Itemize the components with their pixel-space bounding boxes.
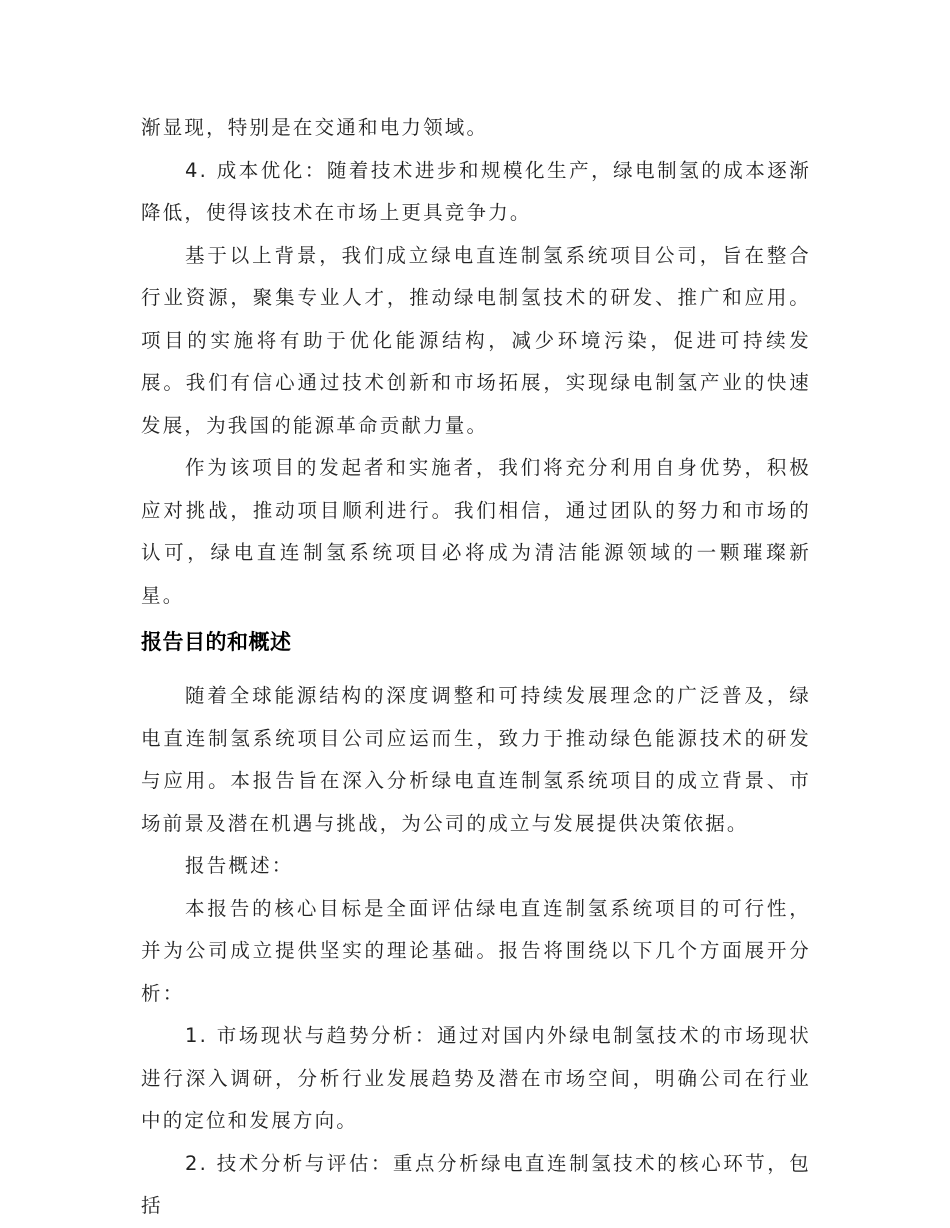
- paragraph-item-2-technical-analysis: 2. 技术分析与评估：重点分析绿电直连制氢技术的核心环节，包括: [141, 1151, 811, 1217]
- document-page: [141, 107, 811, 1228]
- paragraph-background-summary: 基于以上背景，我们成立绿电直连制氢系统项目公司，旨在整合行业资源，聚集专业人才，推动绿电制氢技术的研发、推广和应用。项目的实施将有助于优化能源结构，减少环境污染，促进可持续发展。我们有信心通过技术创新和市场拓展，实现绿电制氢产业的快速发展，为我国的能源革命贡献力量。: [141, 243, 811, 437]
- section-heading: 报告目的和概述: [141, 630, 292, 654]
- paragraph-purpose: 随着全球能源结构的深度调整和可持续发展理念的广泛普及，绿电直连制氢系统项目公司应运而生，致力于推动绿色能源技术的研发与应用。本报告旨在深入分析绿电直连制氢系统项目的成立背景、市场前景及潜在机遇与挑战，为公司的成立与发展提供决策依据。: [141, 684, 811, 835]
- paragraph-item-1-market-analysis: 1. 市场现状与趋势分析：通过对国内外绿电制氢技术的市场现状进行深入调研，分析行业发展趋势及潜在市场空间，明确公司在行业中的定位和发展方向。: [141, 1024, 811, 1132]
- paragraph-continuation: 渐显现，特别是在交通和电力领域。: [141, 116, 489, 139]
- paragraph-core-goal: 本报告的核心目标是全面评估绿电直连制氢系统项目的可行性，并为公司成立提供坚实的理论基础。报告将围绕以下几个方面展开分析：: [141, 896, 811, 1005]
- paragraph-overview-label: 报告概述：: [185, 854, 294, 877]
- paragraph-item-4-cost-optimization: 4. 成本优化：随着技术进步和规模化生产，绿电制氢的成本逐渐降低，使得该技术在市场上更具竞争力。: [141, 158, 811, 224]
- paragraph-initiator: 作为该项目的发起者和实施者，我们将充分利用自身优势，积极应对挑战，推动项目顺利进行。我们相信，通过团队的努力和市场的认可，绿电直连制氢系统项目必将成为清洁能源领域的一颗璀璨新星。: [141, 456, 811, 607]
